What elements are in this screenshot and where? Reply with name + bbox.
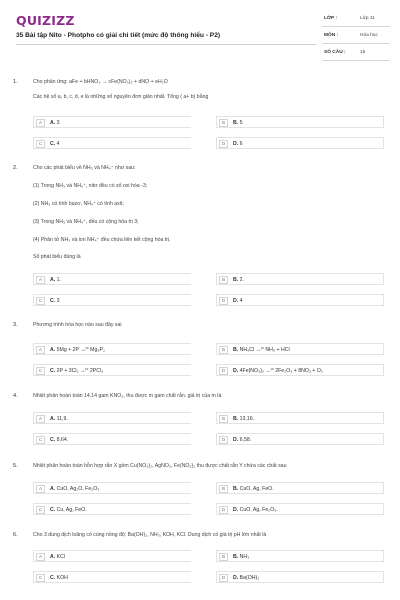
option-b[interactable] xyxy=(216,343,384,355)
meta-value: Lớp 11 xyxy=(360,16,375,21)
option-key: A. xyxy=(50,347,56,353)
meta-value: 15 xyxy=(360,50,366,55)
option-text: CuO, Ag₂O, Fe₂O₃ xyxy=(56,486,100,492)
option-key: B. xyxy=(233,416,239,422)
option-a[interactable] xyxy=(33,412,191,424)
meta-row-subject xyxy=(322,30,390,44)
question-text: Cho 3 dung dịch loãng có cùng nồng độ: Ba(OH)₂, NH₃, KOH, KCl. Dung dịch có giá trị pH lớn nhất là xyxy=(33,532,267,538)
option-key: D. xyxy=(233,298,239,304)
question-text: (2) NH₃ có tính bazơ, NH₄⁺ có tính axit; xyxy=(33,201,124,207)
option-b[interactable] xyxy=(216,550,384,562)
option-key: D. xyxy=(233,368,239,374)
option-text: 5Mg + 2P →ᵗ° Mg₃P₂ xyxy=(56,347,105,353)
option-letter: D xyxy=(219,367,228,375)
option-key: A. xyxy=(50,554,56,560)
option-letter: D xyxy=(219,297,228,305)
option-a[interactable] xyxy=(33,116,191,128)
option-letter: C xyxy=(36,506,45,514)
meta-row-class xyxy=(322,13,390,27)
option-b[interactable] xyxy=(216,482,384,494)
question-number: 5. xyxy=(13,463,18,469)
question-text: Nhiệt phân hoàn toàn hỗn hợp rắn X gồm Cu(NO₃)₂, AgNO₃, Fe(NO₃)₂ thu được chất rắn Y chứa các chất sau xyxy=(33,463,287,469)
option-text: 8,64. xyxy=(56,437,69,443)
option-text: 4Fe(NO₃)₂ →ᵗ° 2Fe₂O₃ + 8NO₂ + O₂ xyxy=(239,368,323,374)
option-a[interactable] xyxy=(33,273,191,285)
option-text: CuO, Ag, Fe₂O₃. xyxy=(239,507,278,513)
question-text: (4) Phân tử NH₃ và ion NH₄⁺ đều chứa liên kết cộng hóa trị. xyxy=(33,237,171,243)
question-number: 3. xyxy=(13,322,18,328)
question-number: 1. xyxy=(13,79,18,85)
option-a[interactable] xyxy=(33,343,191,355)
option-key: B. xyxy=(233,554,239,560)
option-letter: C xyxy=(36,574,45,582)
option-key: B. xyxy=(233,347,239,353)
option-letter: B xyxy=(219,485,228,493)
meta-row-question-count xyxy=(322,47,390,61)
option-key: D. xyxy=(233,437,239,443)
option-letter: D xyxy=(219,574,228,582)
option-letter: A xyxy=(36,415,45,423)
option-text: 3 xyxy=(56,298,60,304)
meta-label: LỚP : xyxy=(324,16,338,21)
option-letter: A xyxy=(36,553,45,561)
question-text: Nhiệt phân hoàn toàn 14,14 gam KNO₃, thu được m gam chất rắn. giá trị của m là xyxy=(33,393,222,399)
question-text: (1) Trong NH₃ và NH₄⁺, nitơ đều có số oxi hóa -3; xyxy=(33,183,148,189)
option-text: 11,9. xyxy=(56,416,68,422)
option-d[interactable] xyxy=(216,571,384,583)
option-text: Ba(OH)₂ xyxy=(239,575,260,581)
meta-value: Hóa học xyxy=(360,33,378,38)
quizizz-logo: QUIZIZZ xyxy=(16,13,75,28)
question-number: 6. xyxy=(13,532,18,538)
option-c[interactable] xyxy=(33,503,191,515)
option-text: 5 xyxy=(239,120,243,126)
option-letter: C xyxy=(36,297,45,305)
option-d[interactable] xyxy=(216,294,384,306)
option-letter: B xyxy=(219,276,228,284)
option-text: Cu, Ag, FeO. xyxy=(56,507,87,513)
option-text: KCl xyxy=(56,554,65,560)
option-letter: D xyxy=(219,436,228,444)
question-number: 4. xyxy=(13,393,18,399)
option-a[interactable] xyxy=(33,550,191,562)
option-key: B. xyxy=(233,277,239,283)
option-key: C. xyxy=(50,575,56,581)
option-text: 3 xyxy=(56,120,60,126)
option-b[interactable] xyxy=(216,116,384,128)
option-c[interactable] xyxy=(33,294,191,306)
meta-panel xyxy=(322,13,390,64)
option-key: D. xyxy=(233,141,239,147)
option-d[interactable] xyxy=(216,433,384,445)
option-text: 6,58. xyxy=(239,437,252,443)
option-text: NH₄Cl →ᵗ° NH₃ + HCl xyxy=(239,347,290,353)
question-text: Cho các phát biểu về NH₃ và NH₄⁺ như sau: xyxy=(33,165,136,171)
option-text: 2P + 3Cl₂ →ᵗ° 2PCl₃ xyxy=(56,368,104,374)
option-letter: B xyxy=(219,553,228,561)
option-b[interactable] xyxy=(216,412,384,424)
option-text: 6 xyxy=(239,141,243,147)
header-divider xyxy=(16,44,316,45)
option-key: C. xyxy=(50,507,56,513)
option-text: CuO, Ag, FeO. xyxy=(239,486,274,492)
option-key: C. xyxy=(50,437,56,443)
option-c[interactable] xyxy=(33,571,191,583)
question-text: Số phát biểu đúng là xyxy=(33,254,81,260)
option-c[interactable] xyxy=(33,433,191,445)
option-key: C. xyxy=(50,141,56,147)
option-a[interactable] xyxy=(33,482,191,494)
option-key: A. xyxy=(50,416,56,422)
option-text: 13,16. xyxy=(239,416,255,422)
option-letter: B xyxy=(219,119,228,127)
option-letter: C xyxy=(36,367,45,375)
option-letter: A xyxy=(36,346,45,354)
option-key: C. xyxy=(50,298,56,304)
option-letter: D xyxy=(219,140,228,148)
option-letter: D xyxy=(219,506,228,514)
option-d[interactable] xyxy=(216,364,384,376)
option-text: 1. xyxy=(56,277,61,283)
option-key: A. xyxy=(50,486,56,492)
document-title: 35 Bài tập Nito - Photpho có giải chi tiết (mức độ thông hiểu - P2) xyxy=(16,32,221,39)
question-text: Phương trình hóa học nào sau đây sai xyxy=(33,322,122,328)
question-text: (3) Trong NH₃ và NH₄⁺, đều có cộng hóa trị 3; xyxy=(33,219,139,225)
option-letter: A xyxy=(36,485,45,493)
option-d[interactable] xyxy=(216,137,384,149)
option-c[interactable] xyxy=(33,364,191,376)
option-key: D. xyxy=(233,575,239,581)
option-text: 4 xyxy=(239,298,243,304)
question-text: Cho phản ứng: aFe + bHNO₃ → cFe(NO₃)₃ + dNO + eH₂O xyxy=(33,79,168,85)
meta-label: MÔN : xyxy=(324,33,339,38)
meta-label: SỐ CÂU : xyxy=(324,50,346,55)
option-d[interactable] xyxy=(216,503,384,515)
option-key: B. xyxy=(233,486,239,492)
option-key: D. xyxy=(233,507,239,513)
question-number: 2. xyxy=(13,165,18,171)
option-text: KOH xyxy=(56,575,68,581)
option-key: B. xyxy=(233,120,239,126)
option-letter: A xyxy=(36,119,45,127)
option-b[interactable] xyxy=(216,273,384,285)
option-letter: C xyxy=(36,140,45,148)
option-letter: B xyxy=(219,415,228,423)
option-letter: C xyxy=(36,436,45,444)
option-text: NH₃ xyxy=(239,554,250,560)
option-key: C. xyxy=(50,368,56,374)
option-letter: B xyxy=(219,346,228,354)
document-header xyxy=(0,0,400,70)
question-text: Các hệ số a, b, c, d, e là những số nguyên đơn giản nhất. Tổng ( a+ b) bằng xyxy=(33,94,209,100)
option-key: A. xyxy=(50,120,56,126)
option-text: 4 xyxy=(56,141,60,147)
option-key: A. xyxy=(50,277,56,283)
option-letter: A xyxy=(36,276,45,284)
option-text: 2. xyxy=(239,277,244,283)
option-c[interactable] xyxy=(33,137,191,149)
